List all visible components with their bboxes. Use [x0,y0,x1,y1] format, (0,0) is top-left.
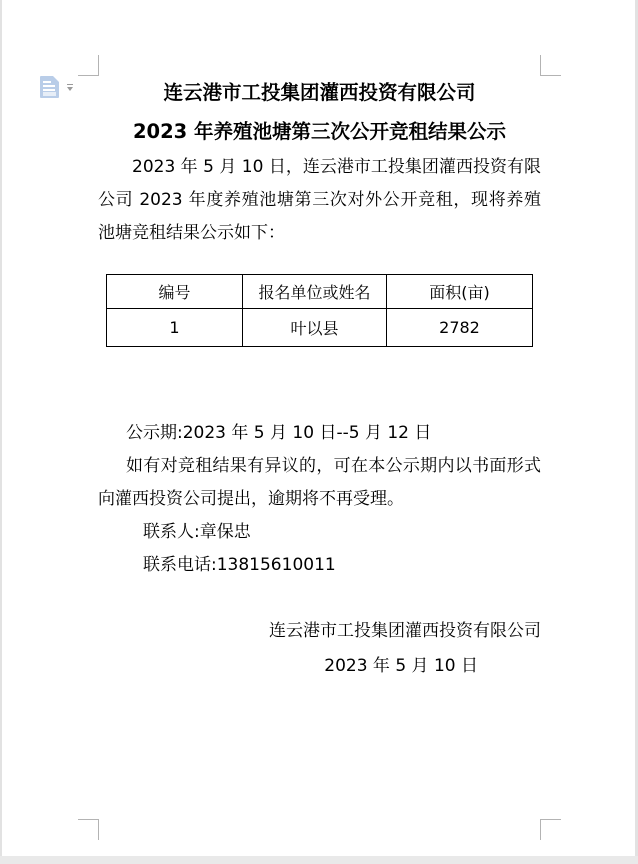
dropdown-arrow-icon[interactable] [66,84,74,92]
result-table [106,274,533,347]
contact-phone-line: 联系电话:13815610011 [143,555,336,575]
doc-title-line1: 连云港市工投集团灌西投资有限公司 [163,81,476,104]
margin-crop-mark-bottom-right [540,819,561,840]
signature-company: 连云港市工投集团灌西投资有限公司 [269,621,541,641]
paste-options-icon [40,76,59,98]
margin-crop-mark-top-left [78,55,99,76]
publicity-period-line: 公示期:2023 年 5 月 10 日--5 月 12 日 [126,423,432,443]
col-header-number: 编号 [107,275,243,309]
page-gap-bottom [0,856,638,864]
cell-number: 1 [107,309,243,347]
col-header-applicant: 报名单位或姓名 [243,275,387,309]
cell-area: 2782 [387,309,533,347]
document-content [98,73,541,684]
blank-space [98,347,541,417]
page-fold-corner [53,76,59,82]
page-edge-left [0,0,2,856]
signature-date: 2023 年 5 月 10 日 [324,656,478,676]
margin-crop-mark-bottom-left [78,819,99,840]
cell-applicant: 叶以县 [243,309,387,347]
doc-title-line2: 2023 年养殖池塘第三次公开竞租结果公示 [132,120,507,143]
table-header-row [107,275,533,309]
intro-paragraph: 2023 年 5 月 10 日，连云港市工投集团灌西投资有限公司 2023 年度养殖池塘第三次对外公开竞租，现将养殖池塘竞租结果公示如下： [98,157,541,243]
paste-options-button[interactable] [40,75,78,101]
margin-crop-mark-top-right [540,55,561,76]
blank-space [98,582,541,614]
blank-space [98,250,541,274]
objection-paragraph: 如有对竞租结果有异议的，可在本公示期内以书面形式向灌西投资公司提出，逾期将不再受理。 [98,456,541,509]
col-header-area: 面积(亩) [387,275,533,309]
table-row [107,309,533,347]
contact-person-line: 联系人:章保忠 [143,522,251,542]
